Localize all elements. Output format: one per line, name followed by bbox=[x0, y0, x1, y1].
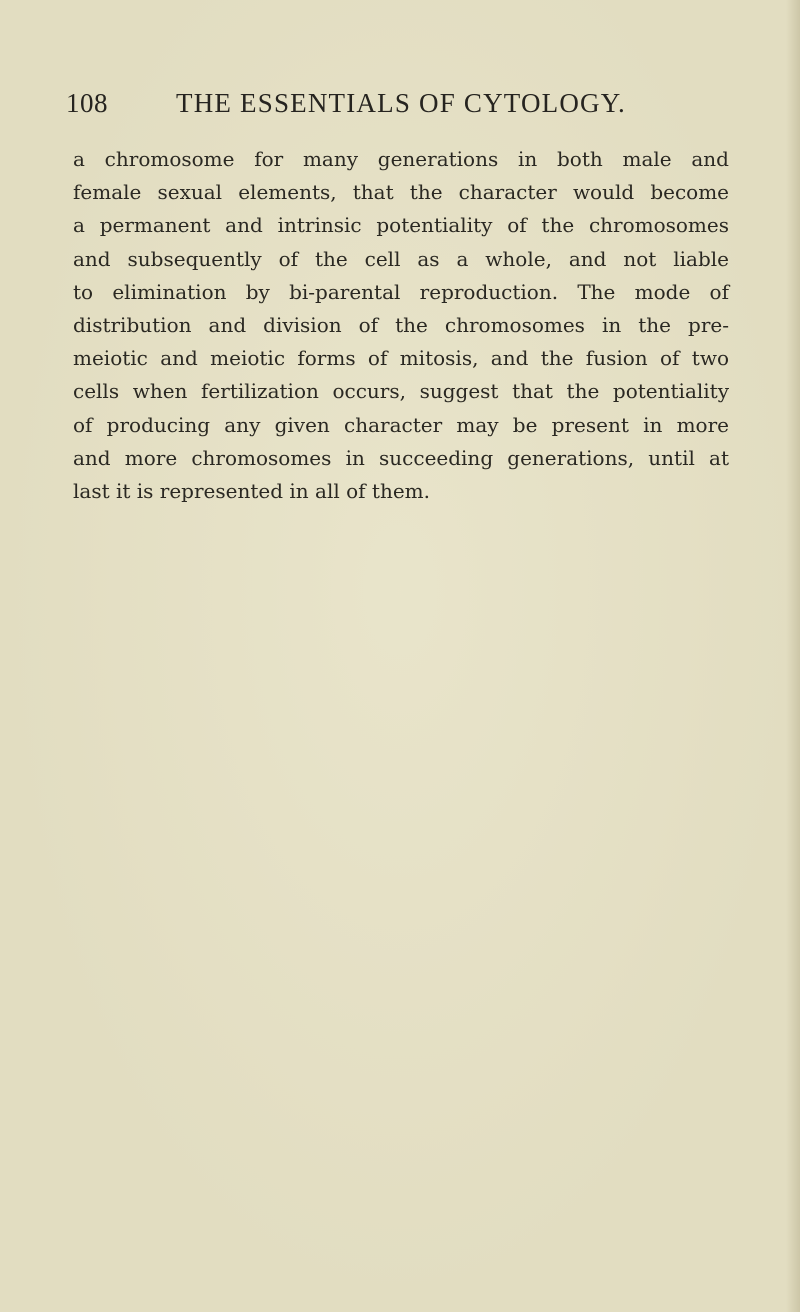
text-line: a chromosome for many generations in both male and bbox=[73, 147, 729, 171]
text-line: a permanent and intrinsic potentiality of the chromosomes bbox=[73, 213, 729, 238]
text-line: and subsequently of the cell as a whole, and not liable bbox=[73, 246, 729, 271]
running-head bbox=[66, 88, 716, 128]
text-line: to elimination by bi-parental reproduction. The mode of bbox=[73, 279, 729, 304]
text-line: cells when fertilization occurs, suggest that the potentiality bbox=[73, 379, 729, 404]
text-line: of producing any given character may be present in more bbox=[73, 412, 729, 437]
page-number: 108 bbox=[66, 88, 108, 118]
text-line: distribution and division of the chromosomes in the pre- bbox=[73, 312, 729, 337]
text-line: meiotic and meiotic forms of mitosis, and the fusion of two bbox=[73, 346, 729, 371]
body-paragraph bbox=[73, 143, 729, 508]
text-line: last it is represented in all of them. bbox=[73, 478, 430, 503]
text-line: and more chromosomes in succeeding generations, until at bbox=[73, 445, 729, 470]
page-edge-shadow bbox=[786, 0, 800, 1312]
running-title: THE ESSENTIALS OF CYTOLOGY. bbox=[176, 88, 626, 118]
text-line: female sexual elements, that the character would become bbox=[73, 180, 729, 205]
